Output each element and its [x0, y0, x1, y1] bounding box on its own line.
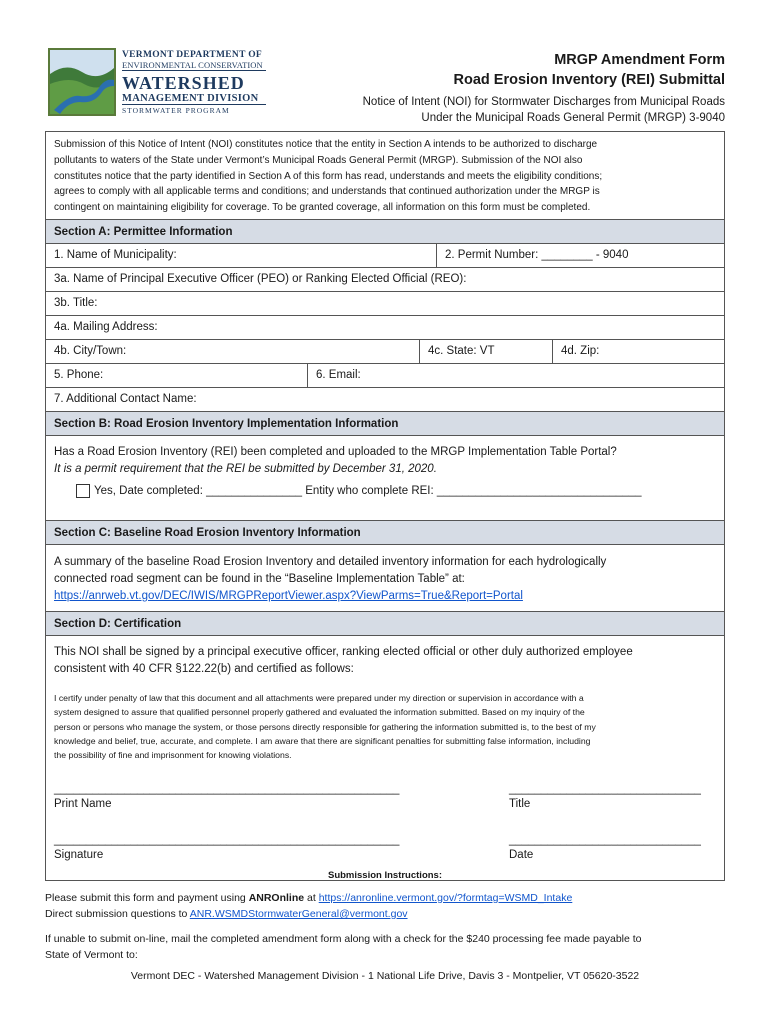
submit-text: at — [304, 892, 319, 904]
peo-name-field[interactable]: 3a. Name of Principal Executive Officer (PEO) or Ranking Elected Official (REO): — [54, 272, 467, 285]
title-label: Title — [509, 797, 531, 810]
logo-line-dept: VERMONT DEPARTMENT OF — [122, 50, 263, 60]
submission-instructions — [45, 890, 572, 922]
mail-line: If unable to submit on-line, mail the completed amendment form along with a check for the $240 processing fee made payable to — [45, 933, 642, 945]
amendment-form — [45, 131, 725, 881]
cert-line: system designed to assure that qualified personnel properly gathered and evaluated the information submitted. Based on my inquiry of the — [54, 707, 585, 718]
intro-line: constitutes notice that the party identified in Section A of this form has read, understands and meets the eligibility conditions; — [54, 170, 603, 182]
questions-text: Direct submission questions to — [45, 908, 190, 920]
cert-line: I certify under penalty of law that this document and all attachments were prepared under my direction or supervision in accordance with a — [54, 692, 584, 703]
date-label: Date — [509, 848, 534, 861]
rei-completed-label[interactable]: Yes, Date completed: _______________ Entity who complete REI: ________________________________ — [94, 484, 642, 497]
signature-line[interactable]: ______________________________________________________ — [54, 833, 400, 846]
signature-block[interactable] — [54, 833, 399, 863]
baseline-table-link[interactable]: https://anrweb.vt.gov/DEC/IWIS/MRGPReportViewer.aspx?ViewParms=True&Report=Portal — [54, 589, 523, 602]
dec-logo — [48, 48, 266, 116]
phone-field[interactable]: 5. Phone: — [46, 364, 308, 387]
section-d-heading: Section D: Certification — [46, 612, 724, 636]
section-c-body — [46, 545, 724, 612]
intro-line: contingent on maintaining eligibility for coverage. To be granted coverage, all information on this form must be completed. — [54, 202, 591, 214]
title-field[interactable]: 3b. Title: — [54, 296, 98, 309]
mailing-address-field[interactable]: 4a. Mailing Address: — [54, 320, 158, 333]
certification-intro: This NOI shall be signed by a principal executive officer, ranking elected official or other duly authorized employee — [54, 645, 633, 658]
cert-line: person or persons who manage the system, or those persons directly responsible for gathering the information submitted is, to the best of my — [54, 721, 596, 732]
intro-line: agrees to comply with all applicable terms and conditions; and understands that continued authorization under the MRGP is — [54, 186, 600, 198]
permit-description: Under the Municipal Roads General Permit (MRGP) 3-9040 — [421, 112, 725, 124]
form-title: MRGP Amendment Form — [554, 52, 725, 68]
title-block[interactable] — [509, 782, 701, 812]
city-field[interactable]: 4b. City/Town: — [46, 340, 420, 363]
intro-line: pollutants to waters of the State under Vermont’s Municipal Roads General Permit (MRGP). Submission of the NOI also — [54, 154, 583, 166]
additional-contact-field[interactable]: 7. Additional Contact Name: — [54, 392, 197, 405]
logo-line-env: ENVIRONMENTAL CONSERVATION — [122, 60, 266, 71]
rei-completed-checkbox[interactable] — [76, 484, 90, 498]
intro-line: Submission of this Notice of Intent (NOI) constitutes notice that the entity in Section A intends to be authorized to discharge — [54, 139, 598, 150]
print-name-label: Print Name — [54, 797, 112, 810]
municipality-field[interactable]: 1. Name of Municipality: — [46, 244, 437, 267]
anronline-label: ANROnline — [248, 892, 305, 904]
mailing-address-footer: Vermont DEC - Watershed Management Division - 1 National Life Drive, Davis 3 - Montpelier, VT 05620-3522 — [130, 970, 640, 982]
form-header — [363, 50, 725, 126]
submission-heading: Submission Instructions: — [327, 870, 442, 881]
mail-line: State of Vermont to: — [45, 949, 138, 961]
logo-landscape-icon — [48, 48, 116, 116]
mail-instructions — [45, 931, 725, 963]
cert-line: knowledge and belief, true, accurate, and complete. I am aware that there are significant penalties for submitting false information, including — [54, 735, 591, 746]
signature-label: Signature — [54, 848, 104, 861]
certification-intro: consistent with 40 CFR §122.22(b) and certified as follows: — [54, 662, 354, 675]
noi-description: Notice of Intent (NOI) for Stormwater Discharges from Municipal Roads — [362, 96, 725, 108]
baseline-text: connected road segment can be found in the “Baseline Implementation Table” at: — [54, 572, 465, 585]
section-d-body — [46, 636, 724, 880]
section-b-body — [46, 436, 724, 521]
date-line[interactable]: ______________________________ — [509, 833, 701, 846]
logo-line-watershed: WATERSHED — [122, 73, 245, 93]
section-a-heading: Section A: Permittee Information — [46, 220, 724, 244]
date-block[interactable] — [509, 833, 701, 863]
section-b-heading: Section B: Road Erosion Inventory Implementation Information — [46, 412, 724, 436]
contact-email-link[interactable]: ANR.WSMDStormwaterGeneral@vermont.gov — [189, 908, 408, 920]
title-line[interactable]: ______________________________ — [509, 782, 701, 795]
rei-question: Has a Road Erosion Inventory (REI) been completed and uploaded to the MRGP Implementation Table Portal? — [54, 445, 617, 458]
state-field[interactable]: 4c. State: VT — [420, 340, 553, 363]
section-c-heading: Section C: Baseline Road Erosion Inventory Information — [46, 521, 724, 545]
anronline-link[interactable]: https://anronline.vermont.gov/?formtag=WSMD_Intake — [318, 892, 573, 904]
baseline-text: A summary of the baseline Road Erosion Inventory and detailed inventory information for each hydrologically — [54, 555, 607, 568]
permit-number-field[interactable]: 2. Permit Number: ________ - 9040 — [445, 248, 629, 261]
print-name-line[interactable]: ______________________________________________________ — [54, 782, 400, 795]
form-subtitle: Road Erosion Inventory (REI) Submittal — [453, 72, 725, 88]
rei-requirement: It is a permit requirement that the REI be submitted by December 31, 2020. — [54, 462, 437, 475]
intro-paragraph — [46, 132, 724, 220]
logo-line-division: MANAGEMENT DIVISION — [122, 93, 266, 105]
certification-statement — [54, 691, 716, 762]
logo-line-program: STORMWATER PROGRAM — [122, 106, 230, 115]
cert-line: the possibility of fine and imprisonment for knowing violations. — [54, 750, 292, 761]
print-name-block[interactable] — [54, 782, 399, 812]
submit-text: Please submit this form and payment using — [45, 892, 249, 904]
zip-field[interactable]: 4d. Zip: — [561, 344, 600, 357]
email-field[interactable]: 6. Email: — [316, 368, 361, 381]
